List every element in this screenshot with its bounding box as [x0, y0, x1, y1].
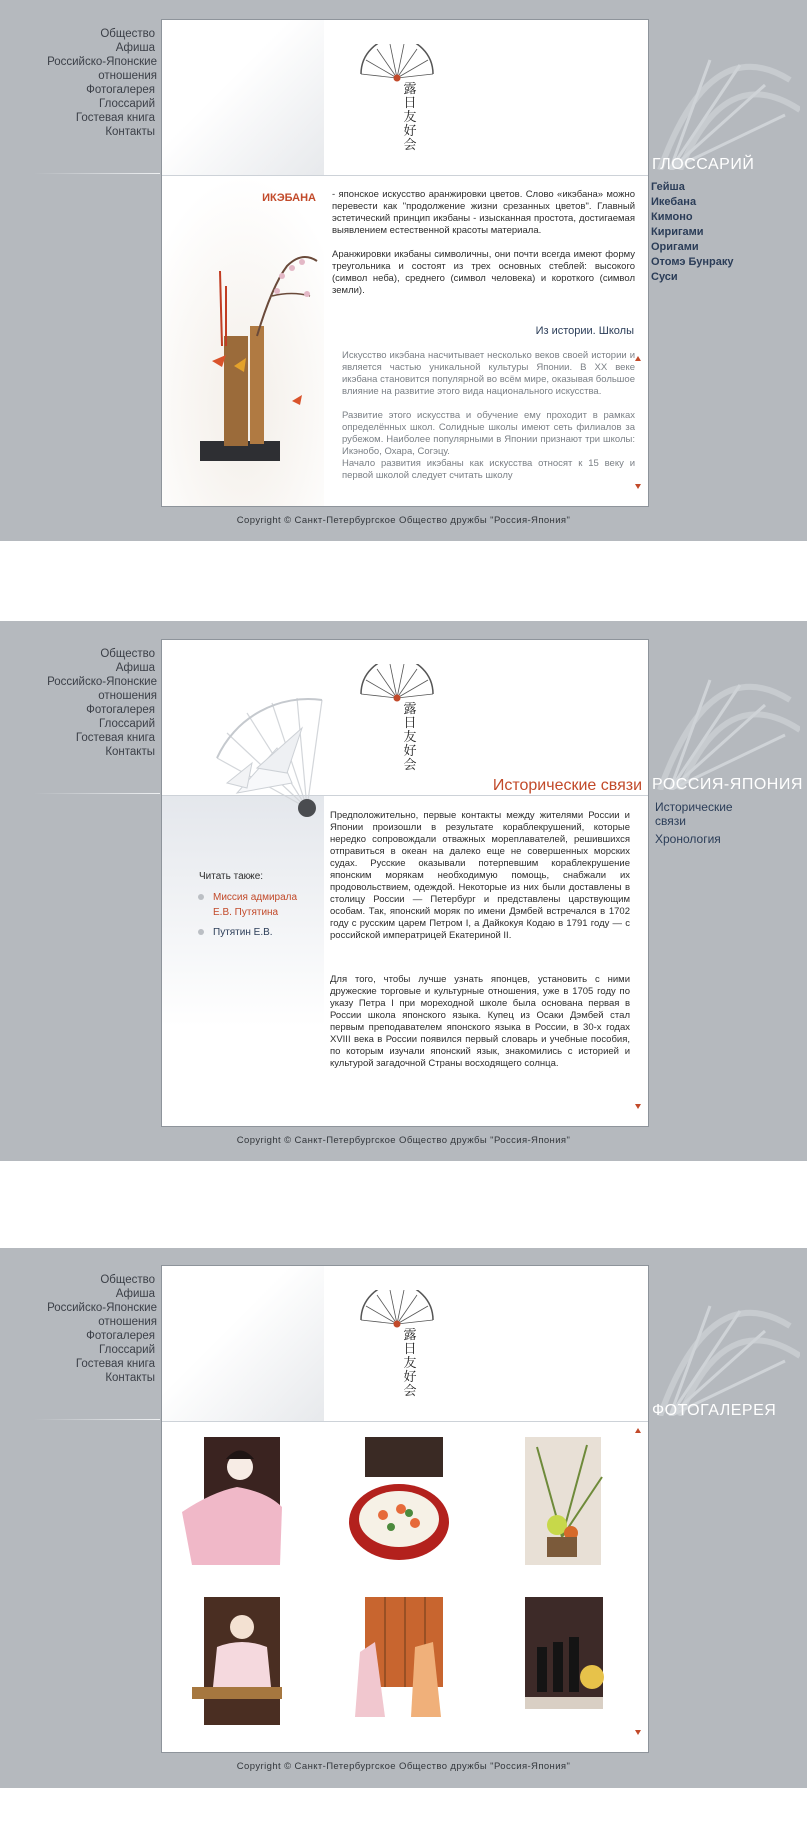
nav-divider	[34, 173, 160, 174]
nav-item-contacts[interactable]: Контакты	[105, 126, 155, 138]
header-divider	[162, 1421, 648, 1422]
copyright-text: Copyright © Санкт-Петербургское Общество дружбы "Россия-Япония"	[236, 1761, 571, 1772]
glossary-item-origami[interactable]: Оригами	[651, 241, 699, 253]
logo-glyph: 友	[403, 1356, 417, 1371]
left-nav	[0, 27, 157, 139]
ikebana-image	[162, 176, 324, 506]
nav-item-relations[interactable]: Российско-Японские отношения	[47, 56, 157, 82]
nav-item-guestbook[interactable]: Гостевая книга	[75, 112, 155, 124]
gallery-photo-sushi[interactable]	[345, 1437, 453, 1565]
nav-item-afisha[interactable]: Афиша	[115, 1288, 155, 1300]
article-paragraph-2: Для того, чтобы лучше узнать японцев, установить с ними дружеские торговые и культурные отношения, уже в 1705 году по указу Петра I при мореходной школе была основана первая в России школа японского языка. Купец из Осаки Дэмбей стал первым преподавателем японского языка в России, в 30-х годах XVIII века в России появился первый словарь и учебные пособия, по которым изучали японский язык, знакомились с историей и культурой загадочной Страны восходящего солнца.	[330, 974, 630, 1069]
header-divider	[162, 795, 648, 796]
nav-item-society[interactable]: Общество	[100, 1274, 155, 1286]
nav-item-relations[interactable]: Российско-Японские отношения	[47, 676, 157, 702]
scroll-down-icon[interactable]	[635, 1730, 641, 1735]
nav-item-contacts[interactable]: Контакты	[105, 1372, 155, 1384]
logo-calligraphy	[401, 1329, 419, 1399]
history-text-3: Начало развития икэбаны как искусства относят к 15 веку и первой школой следует считать школу	[342, 458, 635, 481]
logo-glyph: 露	[403, 1328, 417, 1343]
nav-item-gallery[interactable]: Фотогалерея	[86, 1330, 155, 1342]
logo-glyph: 日	[403, 1342, 417, 1357]
nav-item-afisha[interactable]: Афиша	[115, 42, 155, 54]
nav-item-relations[interactable]: Российско-Японские отношения	[47, 1302, 157, 1328]
decorative-fan-icon	[650, 640, 800, 790]
glossary-item-kirigami[interactable]: Киригами	[651, 226, 704, 238]
article-subheading: Из истории. Школы	[535, 325, 634, 337]
copyright-text: Copyright © Санкт-Петербургское Общество дружбы "Россия-Япония"	[236, 1135, 571, 1146]
nav-item-glossary[interactable]: Глоссарий	[99, 1344, 155, 1356]
glossary-item-ikebana[interactable]: Икебана	[651, 196, 697, 208]
scroll-up-icon[interactable]	[635, 356, 641, 361]
nav-item-contacts[interactable]: Контакты	[105, 746, 155, 758]
copyright-text: Copyright © Санкт-Петербургское Общество дружбы "Россия-Япония"	[236, 515, 571, 526]
section-title: РОССИЯ-ЯПОНИЯ	[652, 776, 803, 793]
logo-glyph: 友	[403, 730, 417, 745]
scroll-down-icon[interactable]	[635, 484, 641, 489]
right-nav	[651, 180, 801, 285]
fan-logo-icon	[357, 664, 437, 702]
section-title: ФОТОГАЛЕРЕЯ	[652, 1402, 777, 1419]
logo-glyph: 友	[403, 110, 417, 125]
header-shade	[162, 1266, 324, 1421]
left-nav	[0, 1273, 157, 1385]
bullet-icon	[198, 894, 204, 900]
glossary-item-bunraku[interactable]: Отомэ Бунраку	[651, 256, 734, 268]
fan-logo-icon	[357, 44, 437, 82]
logo-glyph: 好	[403, 1370, 417, 1385]
decorative-fan-icon	[650, 1266, 800, 1416]
decorative-fan-icon	[650, 20, 800, 170]
article-heading: ИКЭБАНА	[262, 192, 316, 204]
nav-item-guestbook[interactable]: Гостевая книга	[75, 732, 155, 744]
article-intro-2: Аранжировки икэбаны символичны, они почти всегда имеют форму треугольника и состоят из трех основных стеблей: высокого (символ неба), среднего (символ человека) и короткого (символ земли).	[332, 249, 635, 296]
see-also-link-putyatin[interactable]: Путятин Е.В.	[213, 927, 273, 938]
logo-glyph: 会	[403, 138, 417, 153]
history-text-2: Развитие этого искусства и обучение ему проходит в рамках определённых школ. Солидные школы имеют сеть филиалов за рубежом. Наиболее популярными в Японии признают три школы: Икэнобо, Охара, Согэцу.	[342, 410, 635, 457]
gallery-photo-geisha[interactable]	[182, 1437, 290, 1565]
origami-crane-image	[207, 688, 337, 828]
article-paragraph-1: Предположительно, первые контакты между жителями России и Японии произошли в результате кораблекрушений, которые нередко сопровождали отважных мореплавателей, решившихся отправиться в океан на далеко еще не совершенных морских судах. Русские оказывали потерпевшим кораблекрушение японским морякам необходимую помощь, снабжали их продовольствием, одеждой. Некоторые из них были доставлены в столицу России — Петербург и представлены царствующим особам. Так, японский моряк по имени Дэмбей встречался в 1702 году с русским царем Петром I, а Дайкокуя Кодаю в 1791 году — с российской императрицей Екатериной II.	[330, 810, 630, 941]
gallery-photo-ceremony[interactable]	[507, 1597, 615, 1725]
logo-glyph: 露	[403, 82, 417, 97]
nav-item-society[interactable]: Общество	[100, 648, 155, 660]
content-panel	[161, 19, 649, 507]
left-nav	[0, 647, 157, 759]
nav-item-glossary[interactable]: Глоссарий	[99, 98, 155, 110]
nav-item-afisha[interactable]: Афиша	[115, 662, 155, 674]
logo-calligraphy	[401, 703, 419, 773]
logo-glyph: 好	[403, 124, 417, 139]
subnav-item-history[interactable]: Исторические связи	[655, 800, 733, 828]
history-text-1: Искусство икэбана насчитывает несколько веков своей истории и является частью уникальной культуры Японии. В XX веке икэбана становится популярной во всём мире, оказывая большое влияние на развитие этого вида национального искусства.	[342, 350, 635, 397]
header-shade	[162, 20, 324, 175]
glossary-item-kimono[interactable]: Кимоно	[651, 211, 693, 223]
side-shade	[162, 796, 324, 1126]
right-nav	[655, 800, 755, 850]
gallery-photo-koto-player[interactable]	[182, 1597, 290, 1725]
glossary-item-geisha[interactable]: Гейша	[651, 181, 685, 193]
fan-logo-icon	[357, 1290, 437, 1328]
logo-glyph: 露	[403, 702, 417, 717]
content-panel	[161, 1265, 649, 1753]
logo-calligraphy	[401, 83, 419, 153]
nav-item-glossary[interactable]: Глоссарий	[99, 718, 155, 730]
logo-glyph: 会	[403, 1384, 417, 1399]
nav-item-gallery[interactable]: Фотогалерея	[86, 84, 155, 96]
gallery-photo-ikebana[interactable]	[507, 1437, 615, 1565]
content-panel	[161, 639, 649, 1127]
logo-glyph: 好	[403, 744, 417, 759]
nav-item-society[interactable]: Общество	[100, 28, 155, 40]
logo-glyph: 会	[403, 758, 417, 773]
nav-divider	[34, 1419, 160, 1420]
subnav-item-chronology[interactable]: Хронология	[655, 832, 721, 846]
nav-item-gallery[interactable]: Фотогалерея	[86, 704, 155, 716]
see-also-link-putyatin-mission[interactable]: Миссия адмирала Е.В. Путятина	[213, 892, 298, 918]
section-title: ГЛОССАРИЙ	[652, 156, 755, 173]
scroll-down-icon[interactable]	[635, 1104, 641, 1109]
nav-item-guestbook[interactable]: Гостевая книга	[75, 1358, 155, 1370]
logo-glyph: 日	[403, 716, 417, 731]
logo-glyph: 日	[403, 96, 417, 111]
article-heading: Исторические связи	[492, 777, 642, 794]
bullet-icon	[198, 929, 204, 935]
glossary-item-sushi[interactable]: Суси	[651, 271, 678, 283]
scroll-up-icon[interactable]	[635, 1428, 641, 1433]
see-also-label: Читать также:	[199, 871, 264, 882]
article-intro: - японское искусство аранжировки цветов. Слово «икэбана» можно перевести как "продолжение жизни срезанных цветов". Главный эстетический принцип икэбаны - изысканная простота, достигаемая выявлением естественной красоты материала.	[332, 189, 635, 236]
gallery-photo-dancers[interactable]	[345, 1597, 453, 1725]
nav-divider	[34, 793, 160, 794]
